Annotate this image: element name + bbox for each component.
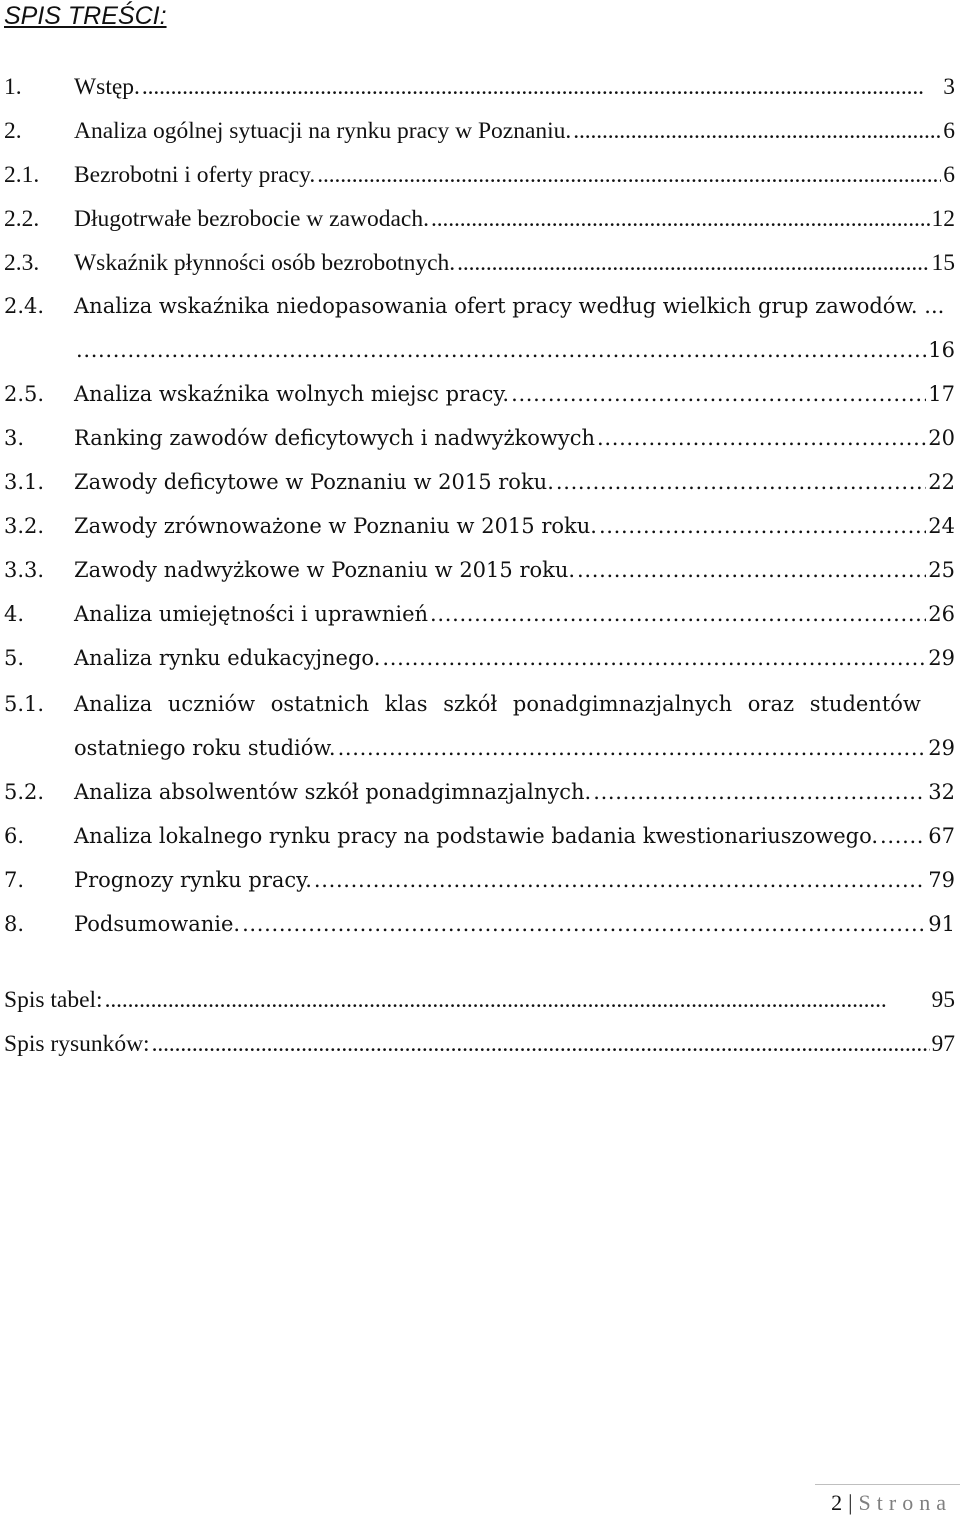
toc-entry-page: 67 [928,824,955,848]
toc-entry-page: 95 [931,987,955,1013]
toc-entry-continuation[interactable] [4,338,955,378]
toc-entry[interactable] [4,470,955,510]
toc-entry-label: Analiza umiejętności i uprawnień [74,602,429,626]
toc-entry-number: 2.1. [4,162,40,188]
toc-entry-label: Prognozy rynku pracy. [74,868,312,892]
toc-entry[interactable] [4,382,955,422]
toc-extra-entry[interactable] [4,1031,955,1071]
toc-entry-page: 6 [943,162,955,188]
toc-entry-page: 17 [928,382,955,406]
toc-entry-label: Zawody zrównoważone w Poznaniu w 2015 roku. [74,514,597,538]
toc-entry-number: 8. [4,912,25,936]
toc-entry-label: ostatniego roku studiów. [74,736,336,760]
toc-entry-page: 26 [928,602,955,626]
dot-leader [593,780,926,804]
toc-entry-label: Wstęp. [74,74,140,100]
toc-entry[interactable] [4,74,955,114]
toc-entry-label: Zawody deficytowe w Poznaniu w 2015 roku. [74,470,554,494]
dot-leader [382,646,926,670]
dot-leader [431,206,930,233]
dot-leader [599,514,926,538]
footer-page-number: 2 [831,1490,843,1515]
toc-entry[interactable] [4,780,955,820]
toc-entry-number: 2.3. [4,250,40,276]
toc-entry-page: 6 [943,118,955,144]
dot-leader [573,118,941,145]
toc-entry-page: 25 [928,558,955,582]
toc-entry-label: Analiza wskaźnika wolnych miejsc pracy. [74,382,510,406]
toc-entry[interactable] [4,692,955,732]
toc-entry[interactable] [4,602,955,642]
toc-entry-label: Zawody nadwyżkowe w Poznaniu w 2015 roku. [74,558,576,582]
toc-entry-label: Analiza rynku edukacyjnego. [74,646,381,670]
toc-entry-label: Bezrobotni i oferty pracy. [74,162,316,188]
toc-entry[interactable] [4,426,955,466]
toc-entry-label: Długotrwałe bezrobocie w zawodach. [74,206,429,232]
footer-word: Strona [858,1490,952,1515]
toc-entry-number: 4. [4,602,25,626]
toc-entry-number: 2. [4,118,22,144]
dot-leader [76,338,926,362]
toc-entry[interactable] [4,868,955,908]
toc-entry-number: 5.2. [4,780,45,804]
toc-entry-continuation[interactable] [4,736,955,776]
toc-entry-label: Wskaźnik płynności osób bezrobotnych. [74,250,456,276]
toc-entry-number: 6. [4,824,25,848]
toc-entry[interactable] [4,250,955,290]
toc-entry-page: 12 [931,206,955,232]
page-footer [831,1490,952,1516]
dot-leader [142,74,941,101]
toc-entry-page: 79 [928,868,955,892]
toc-entry-label: Analiza wskaźnika niedopasowania ofert pracy według wielkich grup zawodów. ... [74,294,945,318]
toc-entry-number: 5. [4,646,25,670]
toc-entry-number: 5.1. [4,692,45,716]
toc-entry-label: Analiza ogólnej sytuacji na rynku pracy w Poznaniu. [74,118,572,144]
dot-leader [457,250,929,277]
toc-entry-page: 97 [931,1031,955,1057]
dot-leader [556,470,926,494]
toc-entry-page: 22 [928,470,955,494]
toc-entry-page: 16 [928,338,955,362]
toc-entry[interactable] [4,118,955,158]
toc-extra-entry[interactable] [4,987,955,1027]
toc-entry-number: 7. [4,868,25,892]
toc-entry[interactable] [4,558,955,598]
toc-entry-label: Spis tabel: [4,987,103,1013]
dot-leader [597,426,926,450]
toc-entry-number: 2.5. [4,382,45,406]
toc-entry-label: Ranking zawodów deficytowych i nadwyżkowych [74,426,596,450]
toc-entry-label: Analiza lokalnego rynku pracy na podstawie badania kwestionariuszowego. [74,824,879,848]
toc-entry[interactable] [4,514,955,554]
dot-leader [880,824,926,848]
dot-leader [577,558,926,582]
dot-leader [242,912,926,936]
toc-entry-number: 2.2. [4,206,40,232]
toc-entry[interactable] [4,824,955,864]
toc-entry[interactable] [4,646,955,686]
toc-entry-page: 29 [928,646,955,670]
toc-entry-number: 1. [4,74,22,100]
toc-entry-number: 2.4. [4,294,45,318]
toc-entry-number: 3.3. [4,558,45,582]
toc-entry-label: Analiza absolwentów szkół ponadgimnazjalnych. [74,780,592,804]
dot-leader [152,1031,930,1058]
dot-leader [338,736,927,760]
toc-entry-page: 32 [928,780,955,804]
toc-entry-label: Spis rysunków: [4,1031,150,1057]
toc-entry-page: 15 [931,250,955,276]
toc-entry-page: 3 [943,74,955,100]
toc-entry[interactable] [4,912,955,952]
dot-leader [511,382,926,406]
dot-leader [430,602,926,626]
toc-entry[interactable] [4,162,955,202]
dot-leader [105,987,930,1014]
footer-divider [815,1484,960,1485]
toc-title: SPIS TREŚCI: [4,2,167,30]
toc-entry[interactable] [4,294,955,334]
toc-entry[interactable] [4,206,955,246]
dot-leader [314,868,926,892]
toc-entry-number: 3. [4,426,25,450]
dot-leader [317,162,941,189]
toc-entry-label: Podsumowanie. [74,912,241,936]
footer-separator: | [848,1490,853,1515]
toc-entry-number: 3.1. [4,470,45,494]
toc-entry-page: 91 [928,912,955,936]
toc-entry-label: Analiza uczniów ostatnich klas szkół ponadgimnazjalnych oraz studentów [74,692,921,716]
toc-entry-page: 24 [928,514,955,538]
toc-entry-page: 20 [928,426,955,450]
toc-entry-page: 29 [928,736,955,760]
toc-entry-number: 3.2. [4,514,45,538]
